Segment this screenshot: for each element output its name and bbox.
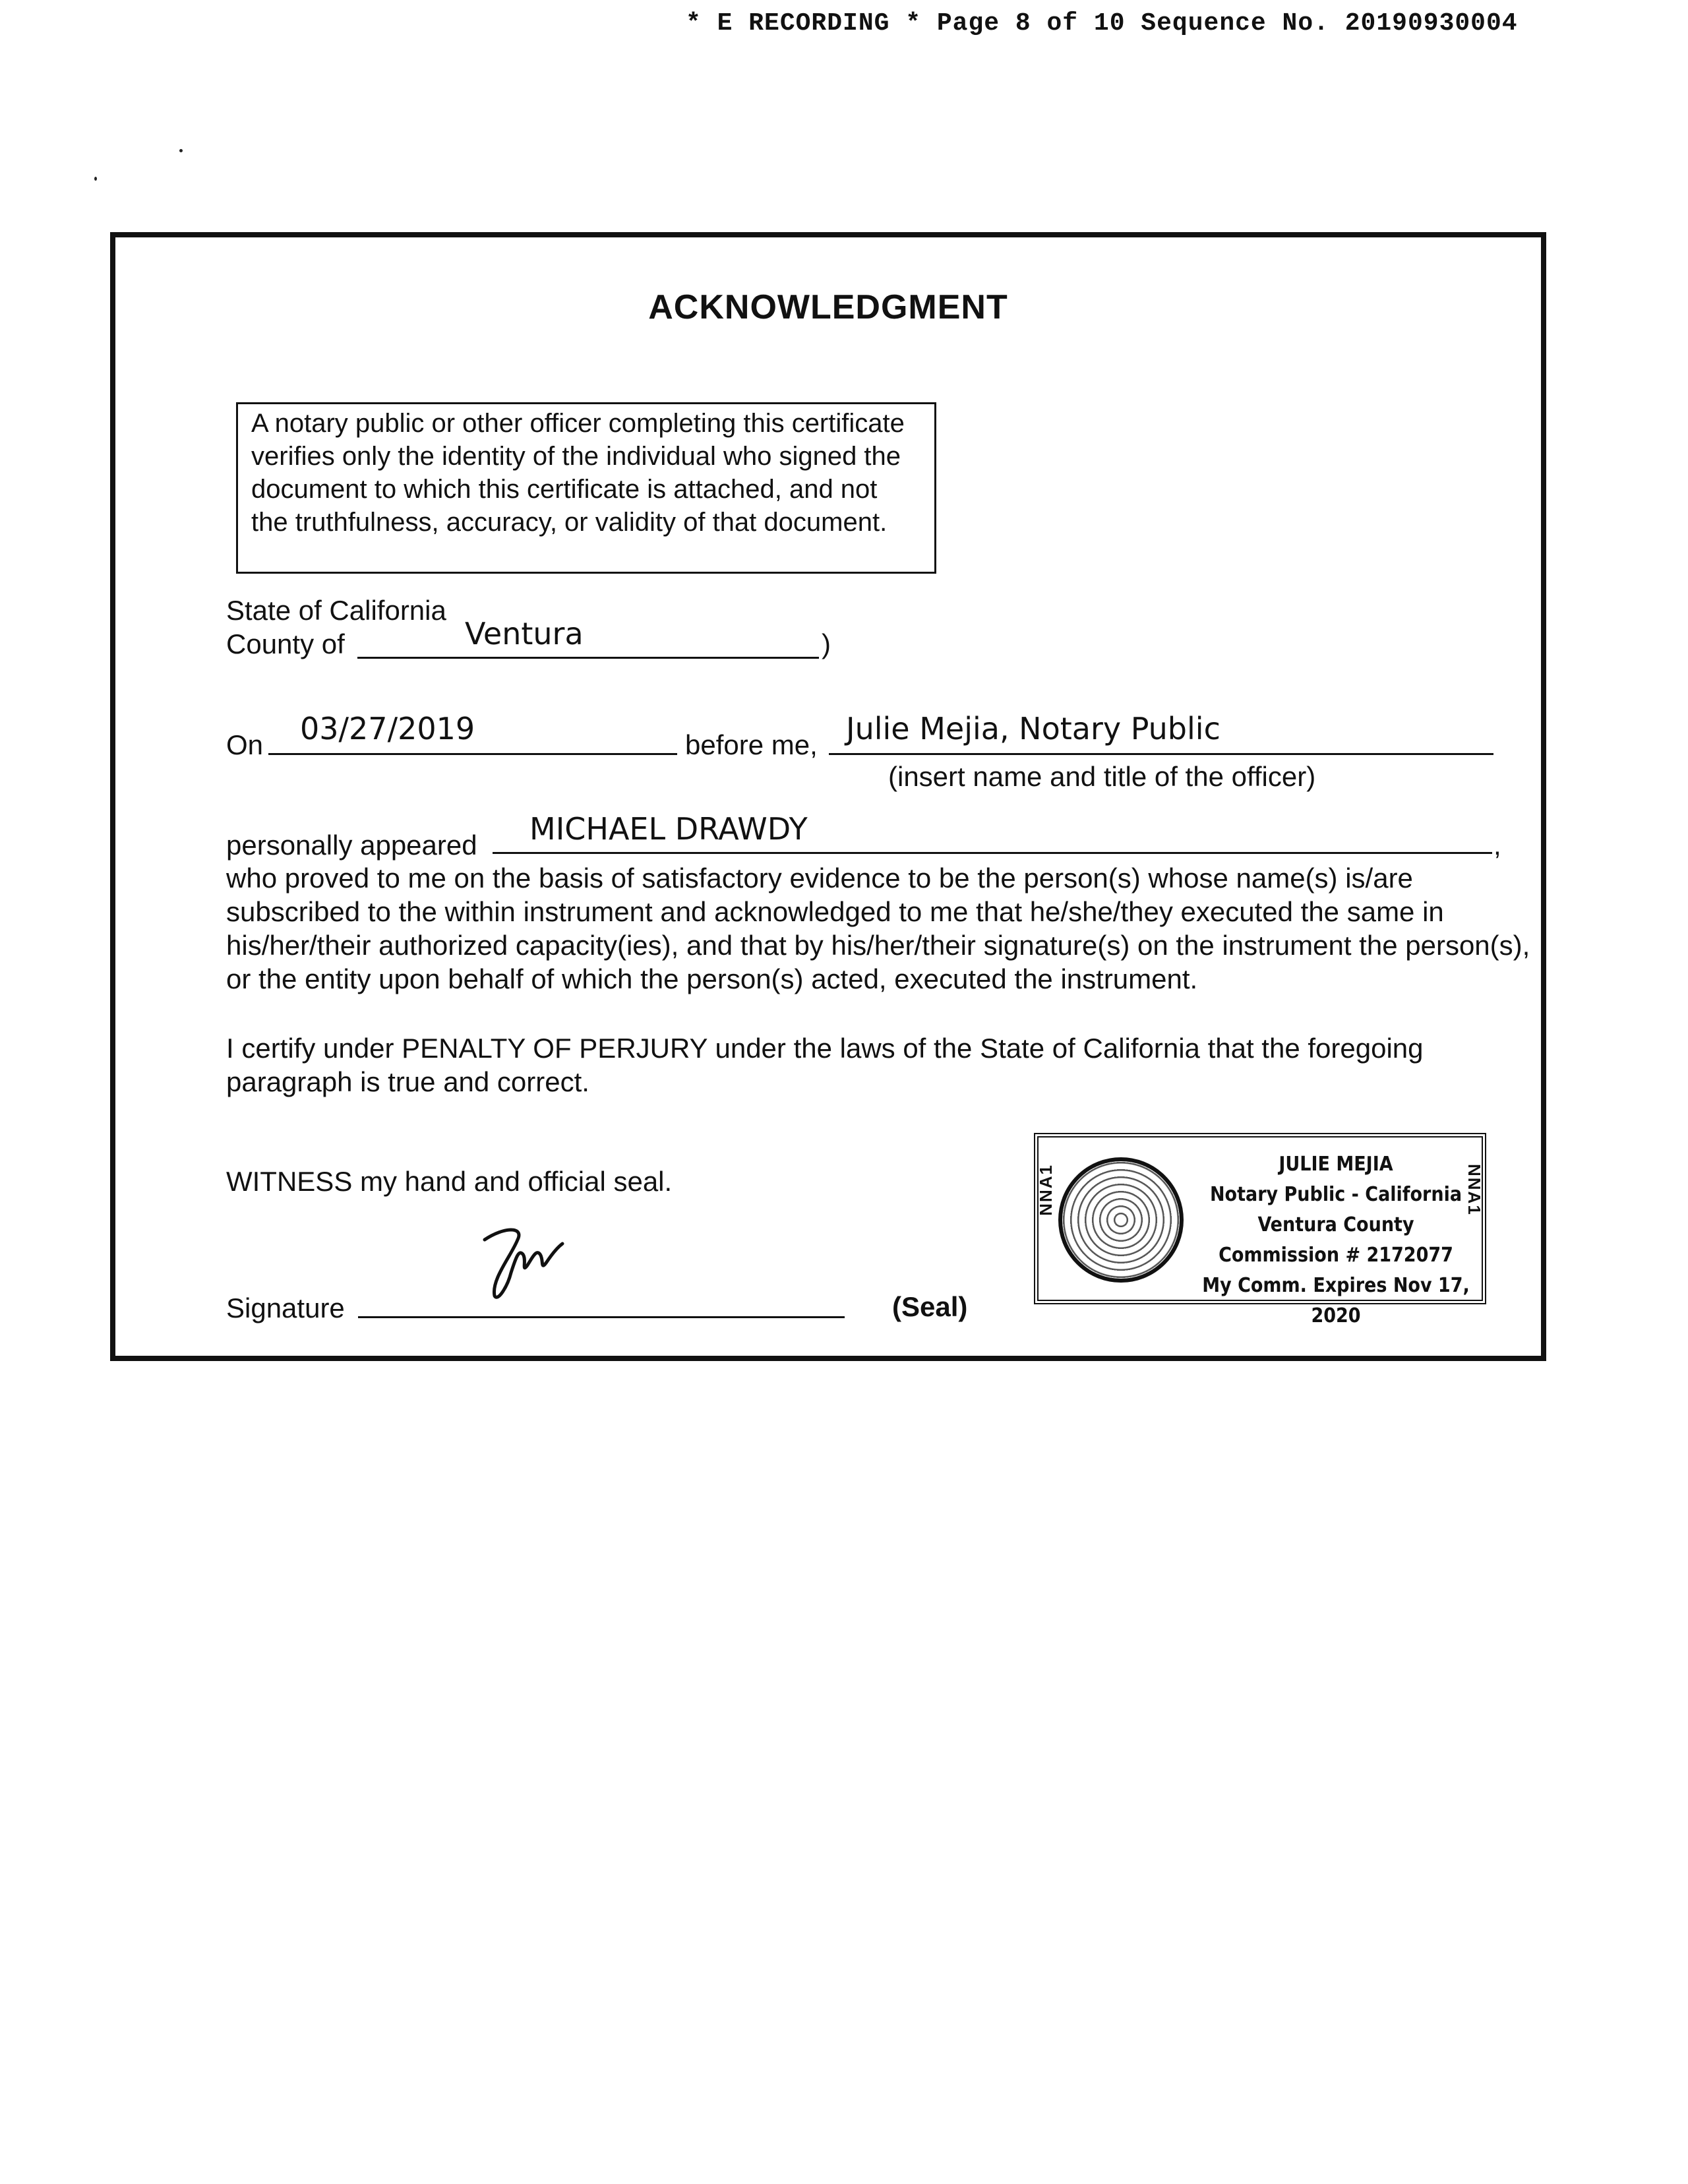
notary-seal-stamp [1034,1133,1486,1327]
date-line [268,753,677,755]
seal-county: Ventura County [1257,1213,1414,1236]
on-label: On [226,729,264,760]
perjury-certification: I certify under PENALTY OF PERJURY under the laws of the State of California that the foregoing paragraph is true and correct. [226,1033,1424,1097]
seal-expiration: My Comm. Expires Nov 17, 2020 [1202,1274,1470,1327]
county-label: County of [226,628,345,659]
seal-label: (Seal) [892,1291,968,1322]
seal-edge-text-left: NNA1 [1036,1164,1056,1216]
seal-notary-title: Notary Public - California [1209,1183,1462,1206]
handwritten-signature [471,1220,577,1306]
seal-text [1194,1149,1478,1331]
county-line [357,657,819,659]
form-title: ACKNOWLEDGMENT [648,288,1008,326]
scan-speck [94,177,97,181]
state-seal-emblem [1058,1157,1184,1283]
officer-field: Julie Mejia, Notary Public [846,711,1221,746]
officer-line [829,753,1493,755]
acknowledgment-body: who proved to me on the basis of satisfactory evidence to be the person(s) whose name(s) is/are subscribed to the within instrument and acknowledged to me that he/she/they executed the same in his/her/their authorized capacity(ies), and that by his/her/their signature(s) on the instrument the person(s), or the entity upon behalf of which the person(s) acted, executed the instrument. [226,863,1530,994]
signature-line [358,1316,845,1318]
signer-name-line [493,852,1492,854]
date-field: 03/27/2019 [300,711,475,746]
personally-appeared-label: personally appeared [226,830,477,861]
signer-trailing-comma: , [1493,830,1501,861]
recording-header: * E RECORDING * Page 8 of 10 Sequence No. 20190930004 [686,9,1518,38]
state-label: State of California [226,595,446,626]
witness-statement: WITNESS my hand and official seal. [226,1166,673,1197]
signer-name-field: MICHAEL DRAWDY [529,811,808,847]
seal-notary-name: JULIE MEJIA [1279,1153,1393,1176]
seal-edge-text-right: NNA1 [1464,1164,1484,1216]
scan-speck [179,149,183,152]
before-me-label: before me, [685,729,818,760]
county-field: Ventura [465,616,584,652]
seal-commission: Commission # 2172077 [1219,1244,1453,1267]
signature-label: Signature [226,1292,345,1323]
county-close-paren: ) [822,628,831,659]
acknowledgment-form [110,232,1546,1361]
notary-disclaimer-box: A notary public or other officer completing this certificate verifies only the identity of the individual who signed the document to which this certificate is attached, and not the truthfulness, accuracy, or validity of that document. [236,402,936,574]
officer-hint: (insert name and title of the officer) [888,761,1316,792]
